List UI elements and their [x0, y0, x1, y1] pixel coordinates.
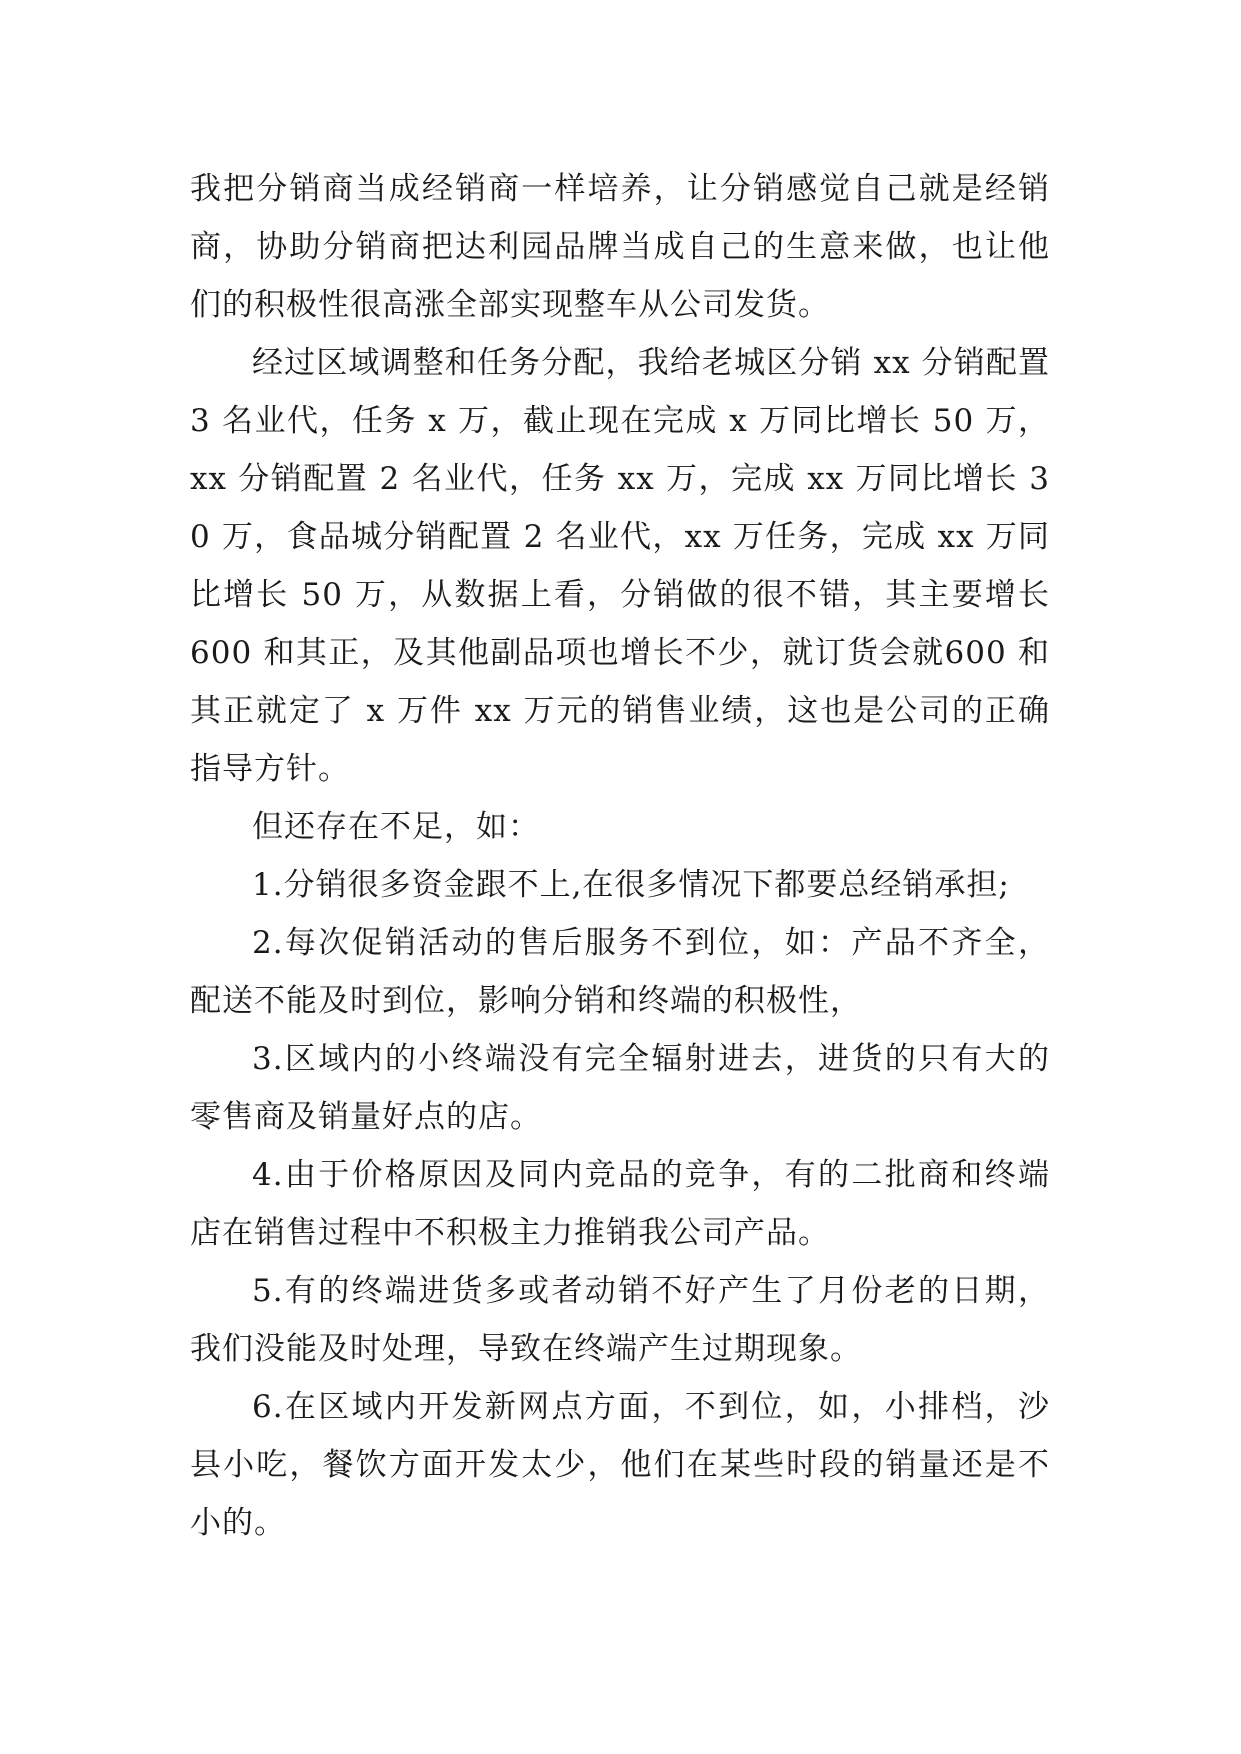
paragraph-region-adjustment: 经过区域调整和任务分配，我给老城区分销 xx 分销配置 3 名业代，任务 x 万，截止现在完成 x 万同比增长 50 万，xx 分销配置 2 名业代，任务 xx 万，完成 xx 万同比增长 30 万，食品城分销配置 2 名业代，xx 万任务，完成 xx 万同比增长 50 万，从数据上看，分销做的很不错，其主要增长 600 和其正，及其他副品项也增长不少，就订货会就600 和其正就定了 x 万件 xx 万元的销售业绩，这也是公司的正确指导方针。	[190, 345, 1050, 787]
list-item-1: 1.分销很多资金跟不上,在很多情况下都要总经销承担;	[252, 867, 1010, 903]
list-item-4: 4.由于价格原因及同内竞品的竞争，有的二批商和终端店在销售过程中不积极主力推销我公司产品。	[190, 1157, 1050, 1251]
list-item-2: 2.每次促销活动的售后服务不到位，如：产品不齐全，配送不能及时到位，影响分销和终端的积极性，	[190, 925, 1050, 1019]
list-item-5: 5.有的终端进货多或者动销不好产生了月份老的日期，我们没能及时处理，导致在终端产生过期现象。	[190, 1273, 1050, 1367]
paragraph-shortcomings-intro: 但还存在不足，如：	[252, 809, 540, 845]
list-item-6: 6.在区域内开发新网点方面，不到位，如，小排档，沙县小吃，餐饮方面开发太少，他们在某些时段的销量还是不小的。	[190, 1389, 1050, 1541]
list-item-3: 3.区域内的小终端没有完全辐射进去，进货的只有大的零售商及销量好点的店。	[190, 1041, 1050, 1135]
paragraph-distributor-training: 我把分销商当成经销商一样培养，让分销感觉自己就是经销商，协助分销商把达利园品牌当成自己的生意来做，也让他们的积极性很高涨全部实现整车从公司发货。	[190, 171, 1050, 323]
document-body	[190, 160, 1050, 1552]
